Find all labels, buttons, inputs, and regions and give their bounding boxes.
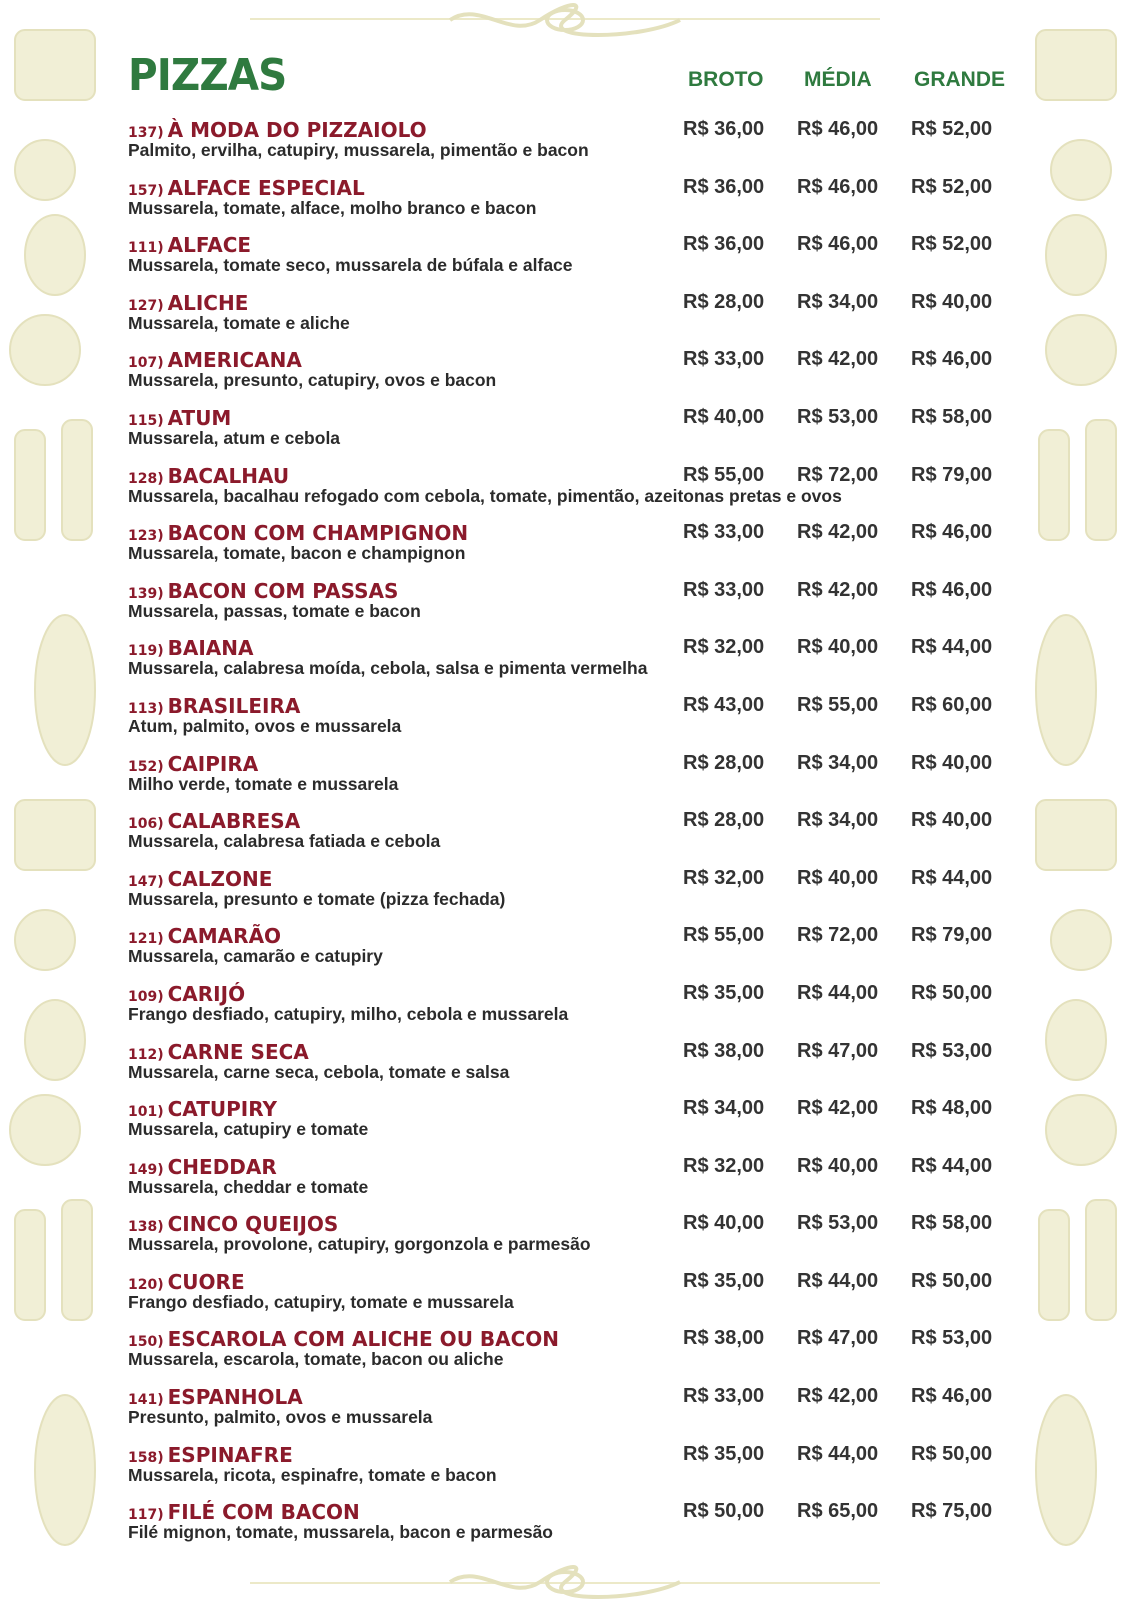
price-media: R$ 44,00: [797, 1269, 879, 1292]
menu-item: [0, 636, 1131, 694]
price-media: R$ 46,00: [797, 233, 879, 256]
price-grande: R$ 50,00: [911, 981, 993, 1004]
price-broto: R$ 36,00: [683, 175, 765, 198]
price-media: R$ 40,00: [797, 636, 879, 659]
menu-item-description: Mussarela, cheddar e tomate: [128, 1176, 369, 1197]
menu-item: [0, 694, 1131, 752]
menu-item-number: 139): [128, 585, 164, 602]
menu-item-description: Mussarela, bacalhau refogado com cebola, tomate, pimentão, azeitonas pretas e ovos: [128, 485, 842, 506]
menu-item-name: À MODA DO PIZZAIOLO: [167, 118, 427, 142]
menu-item-heading: [128, 1040, 309, 1064]
menu-item-heading: [128, 348, 302, 372]
price-media: R$ 40,00: [797, 866, 879, 889]
price-media: R$ 40,00: [797, 1154, 879, 1177]
column-header-media: MÉDIA: [804, 68, 872, 91]
price-broto: R$ 33,00: [683, 578, 765, 601]
menu-item-heading: [128, 579, 398, 603]
menu-item: [0, 1385, 1131, 1443]
price-broto: R$ 35,00: [683, 981, 765, 1004]
menu-item: [0, 1212, 1131, 1270]
price-media: R$ 34,00: [797, 751, 879, 774]
menu-item-description: Mussarela, provolone, catupiry, gorgonzola e parmesão: [128, 1234, 591, 1255]
menu-item-heading: [128, 982, 245, 1006]
price-broto: R$ 55,00: [683, 463, 765, 486]
menu-item-name: CAIPIRA: [167, 751, 259, 776]
menu-item-heading: [128, 1155, 277, 1179]
menu-item-number: 117): [128, 1507, 164, 1524]
price-grande: R$ 40,00: [911, 290, 993, 313]
menu-item-description: Mussarela, tomate, bacon e champignon: [128, 543, 466, 564]
menu-item-name: CUORE: [167, 1269, 245, 1294]
menu-item-number: 157): [128, 182, 164, 199]
menu-item-number: 101): [128, 1104, 164, 1121]
price-broto: R$ 55,00: [683, 924, 765, 947]
menu-item-number: 138): [128, 1219, 164, 1236]
menu-item: [0, 233, 1131, 291]
menu-item: [0, 348, 1131, 406]
menu-item: [0, 1097, 1131, 1155]
menu-item-description: Frango desfiado, catupiry, tomate e mussarela: [128, 1291, 514, 1312]
price-grande: R$ 58,00: [911, 1212, 993, 1235]
price-grande: R$ 40,00: [911, 751, 993, 774]
price-broto: R$ 33,00: [683, 348, 765, 371]
menu-item-number: 112): [128, 1046, 164, 1063]
price-grande: R$ 60,00: [911, 693, 993, 716]
menu-item: [0, 118, 1131, 176]
menu-item-description: Mussarela, ricota, espinafre, tomate e bacon: [128, 1464, 497, 1485]
menu-item-heading: [128, 1500, 360, 1524]
menu-item: [0, 406, 1131, 464]
menu-item: [0, 1270, 1131, 1328]
menu-item-description: Presunto, palmito, ovos e mussarela: [128, 1407, 433, 1428]
price-broto: R$ 32,00: [683, 866, 765, 889]
price-media: R$ 42,00: [797, 1097, 879, 1120]
price-grande: R$ 52,00: [911, 118, 993, 140]
price-grande: R$ 44,00: [911, 636, 993, 659]
menu-item-description: Palmito, ervilha, catupiry, mussarela, pimentão e bacon: [128, 140, 589, 160]
menu-item-heading: [128, 867, 272, 891]
menu-item-heading: [128, 464, 289, 488]
menu-item-name: CALZONE: [167, 866, 273, 891]
menu-item-name: FILÉ COM BACON: [167, 1500, 360, 1525]
price-grande: R$ 53,00: [911, 1327, 993, 1350]
menu-item-name: ALICHE: [167, 290, 249, 315]
price-media: R$ 34,00: [797, 290, 879, 313]
menu-item-heading: [128, 752, 258, 776]
price-broto: R$ 38,00: [683, 1327, 765, 1350]
price-media: R$ 42,00: [797, 348, 879, 371]
menu-item-description: Mussarela, catupiry e tomate: [128, 1119, 369, 1140]
menu-item-name: ALFACE: [167, 233, 252, 258]
price-grande: R$ 46,00: [911, 521, 993, 544]
menu-item: [0, 579, 1131, 637]
menu-item-description: Frango desfiado, catupiry, milho, cebola e mussarela: [128, 1003, 569, 1024]
menu-item-heading: [128, 118, 427, 142]
price-grande: R$ 50,00: [911, 1442, 993, 1465]
price-media: R$ 72,00: [797, 924, 879, 947]
price-media: R$ 46,00: [797, 118, 879, 140]
menu-item: [0, 1443, 1131, 1501]
menu-item-heading: [128, 1385, 303, 1409]
menu-item-number: 106): [128, 816, 164, 833]
price-media: R$ 72,00: [797, 463, 879, 486]
price-broto: R$ 28,00: [683, 809, 765, 832]
menu-item-heading: [128, 636, 253, 660]
price-grande: R$ 46,00: [911, 1385, 993, 1408]
price-broto: R$ 33,00: [683, 1385, 765, 1408]
price-media: R$ 42,00: [797, 1385, 879, 1408]
menu-item-name: BRASILEIRA: [167, 693, 301, 718]
price-media: R$ 53,00: [797, 405, 879, 428]
menu-item-number: 115): [128, 412, 164, 429]
price-broto: R$ 36,00: [683, 233, 765, 256]
menu-item: [0, 924, 1131, 982]
menu-item-number: 119): [128, 643, 164, 660]
menu-item-description: Filé mignon, tomate, mussarela, bacon e parmesão: [128, 1522, 553, 1543]
price-grande: R$ 52,00: [911, 233, 993, 256]
menu-item-heading: [128, 1327, 559, 1351]
menu-item-heading: [128, 233, 251, 257]
column-header-grande: GRANDE: [914, 68, 1006, 91]
menu-item: [0, 291, 1131, 349]
menu-item: [0, 982, 1131, 1040]
menu-item-description: Mussarela, calabresa fatiada e cebola: [128, 831, 441, 852]
price-broto: R$ 33,00: [683, 521, 765, 544]
menu-item-name: BACON COM CHAMPIGNON: [167, 521, 469, 546]
menu-item-number: 149): [128, 1161, 164, 1178]
menu-item-name: BACALHAU: [167, 463, 290, 488]
menu-item: [0, 752, 1131, 810]
price-broto: R$ 43,00: [683, 693, 765, 716]
price-grande: R$ 40,00: [911, 809, 993, 832]
price-media: R$ 53,00: [797, 1212, 879, 1235]
menu-item: [0, 176, 1131, 234]
price-grande: R$ 44,00: [911, 866, 993, 889]
menu-item-name: CAMARÃO: [167, 924, 282, 949]
menu-item-heading: [128, 1097, 277, 1121]
menu-item-name: ESPANHOLA: [167, 1385, 303, 1410]
price-grande: R$ 79,00: [911, 463, 993, 486]
price-media: R$ 55,00: [797, 693, 879, 716]
menu-item-name: AMERICANA: [167, 348, 302, 373]
menu-item-description: Mussarela, calabresa moída, cebola, salsa e pimenta vermelha: [128, 658, 648, 679]
menu-item-heading: [128, 694, 300, 718]
menu-item-description: Mussarela, passas, tomate e bacon: [128, 600, 421, 621]
price-grande: R$ 46,00: [911, 578, 993, 601]
menu-item-heading: [128, 809, 300, 833]
menu-item: [0, 1500, 1131, 1558]
menu-item-number: 121): [128, 931, 164, 948]
page-title: PIZZAS: [128, 50, 287, 101]
menu-item-heading: [128, 924, 281, 948]
price-broto: R$ 35,00: [683, 1442, 765, 1465]
menu-item-number: 141): [128, 1392, 164, 1409]
price-grande: R$ 46,00: [911, 348, 993, 371]
price-media: R$ 46,00: [797, 175, 879, 198]
price-broto: R$ 28,00: [683, 751, 765, 774]
menu-item-number: 123): [128, 528, 164, 545]
menu-item-name: CATUPIRY: [167, 1097, 277, 1122]
menu-item-name: CALABRESA: [167, 809, 301, 834]
menu-item-heading: [128, 521, 468, 545]
menu-item: [0, 1155, 1131, 1213]
menu-item-name: CHEDDAR: [167, 1154, 277, 1179]
price-grande: R$ 48,00: [911, 1097, 993, 1120]
menu-item-number: 111): [128, 240, 164, 257]
menu-item-name: ESPINAFRE: [167, 1442, 293, 1467]
price-broto: R$ 36,00: [683, 118, 765, 140]
price-grande: R$ 50,00: [911, 1269, 993, 1292]
price-broto: R$ 38,00: [683, 1039, 765, 1062]
price-grande: R$ 53,00: [911, 1039, 993, 1062]
price-media: R$ 34,00: [797, 809, 879, 832]
menu-item-description: Mussarela, tomate, alface, molho branco e bacon: [128, 197, 537, 218]
menu-item-description: Mussarela, tomate e aliche: [128, 312, 350, 333]
menu-item-description: Mussarela, camarão e catupiry: [128, 946, 383, 967]
menu-item-name: BAIANA: [167, 636, 254, 661]
menu-item-description: Milho verde, tomate e mussarela: [128, 773, 399, 794]
menu-item-name: ESCAROLA COM ALICHE OU BACON: [167, 1327, 560, 1352]
menu-item: [0, 1040, 1131, 1098]
menu-item-number: 152): [128, 758, 164, 775]
column-header-broto: BROTO: [688, 68, 764, 91]
menu-item: [0, 867, 1131, 925]
menu-item-number: 158): [128, 1449, 164, 1466]
menu-item-heading: [128, 176, 365, 200]
price-media: R$ 42,00: [797, 578, 879, 601]
price-media: R$ 44,00: [797, 981, 879, 1004]
menu-item: [0, 809, 1131, 867]
pizza-list: [0, 118, 1131, 1558]
price-grande: R$ 52,00: [911, 175, 993, 198]
menu-item-description: Mussarela, carne seca, cebola, tomate e salsa: [128, 1061, 510, 1082]
menu-item-number: 150): [128, 1334, 164, 1351]
menu-item-name: ATUM: [167, 405, 232, 430]
menu-item-description: Mussarela, presunto, catupiry, ovos e bacon: [128, 370, 497, 391]
price-grande: R$ 79,00: [911, 924, 993, 947]
menu-item-heading: [128, 406, 231, 430]
price-grande: R$ 44,00: [911, 1154, 993, 1177]
menu-item-number: 120): [128, 1276, 164, 1293]
price-media: R$ 65,00: [797, 1500, 879, 1523]
price-broto: R$ 40,00: [683, 405, 765, 428]
price-broto: R$ 40,00: [683, 1212, 765, 1235]
menu-item-name: CARNE SECA: [167, 1039, 309, 1064]
menu-item-number: 137): [128, 125, 164, 141]
top-ornament-icon: [440, 0, 690, 40]
menu-item-description: Mussarela, escarola, tomate, bacon ou aliche: [128, 1349, 504, 1370]
menu-item-heading: [128, 1270, 245, 1294]
menu-item: [0, 521, 1131, 579]
menu-item-name: ALFACE ESPECIAL: [167, 175, 365, 200]
price-media: R$ 42,00: [797, 521, 879, 544]
price-media: R$ 44,00: [797, 1442, 879, 1465]
price-media: R$ 47,00: [797, 1039, 879, 1062]
menu-item-description: Mussarela, atum e cebola: [128, 427, 341, 448]
menu-item-name: CARIJÓ: [167, 981, 246, 1006]
price-media: R$ 47,00: [797, 1327, 879, 1350]
menu-item-number: 109): [128, 988, 164, 1005]
menu-item-heading: [128, 1443, 293, 1467]
menu-item-number: 107): [128, 355, 164, 372]
menu-item-heading: [128, 291, 248, 315]
price-grande: R$ 58,00: [911, 405, 993, 428]
price-broto: R$ 35,00: [683, 1269, 765, 1292]
menu-item-number: 128): [128, 470, 164, 487]
price-grande: R$ 75,00: [911, 1500, 993, 1523]
menu-item-number: 113): [128, 700, 164, 717]
bottom-ornament-icon: [440, 1562, 690, 1602]
menu-item-number: 127): [128, 297, 164, 314]
price-broto: R$ 32,00: [683, 636, 765, 659]
menu-item-description: Atum, palmito, ovos e mussarela: [128, 715, 402, 736]
menu-item: [0, 464, 1131, 522]
menu-item-name: CINCO QUEIJOS: [167, 1212, 339, 1237]
menu-item-heading: [128, 1212, 338, 1236]
menu-item-description: Mussarela, tomate seco, mussarela de búfala e alface: [128, 255, 573, 276]
price-broto: R$ 34,00: [683, 1097, 765, 1120]
menu-item-number: 147): [128, 873, 164, 890]
menu-item: [0, 1327, 1131, 1385]
price-broto: R$ 50,00: [683, 1500, 765, 1523]
menu-item-name: BACON COM PASSAS: [167, 578, 399, 603]
menu-item-description: Mussarela, presunto e tomate (pizza fechada): [128, 888, 506, 909]
price-broto: R$ 28,00: [683, 290, 765, 313]
price-broto: R$ 32,00: [683, 1154, 765, 1177]
